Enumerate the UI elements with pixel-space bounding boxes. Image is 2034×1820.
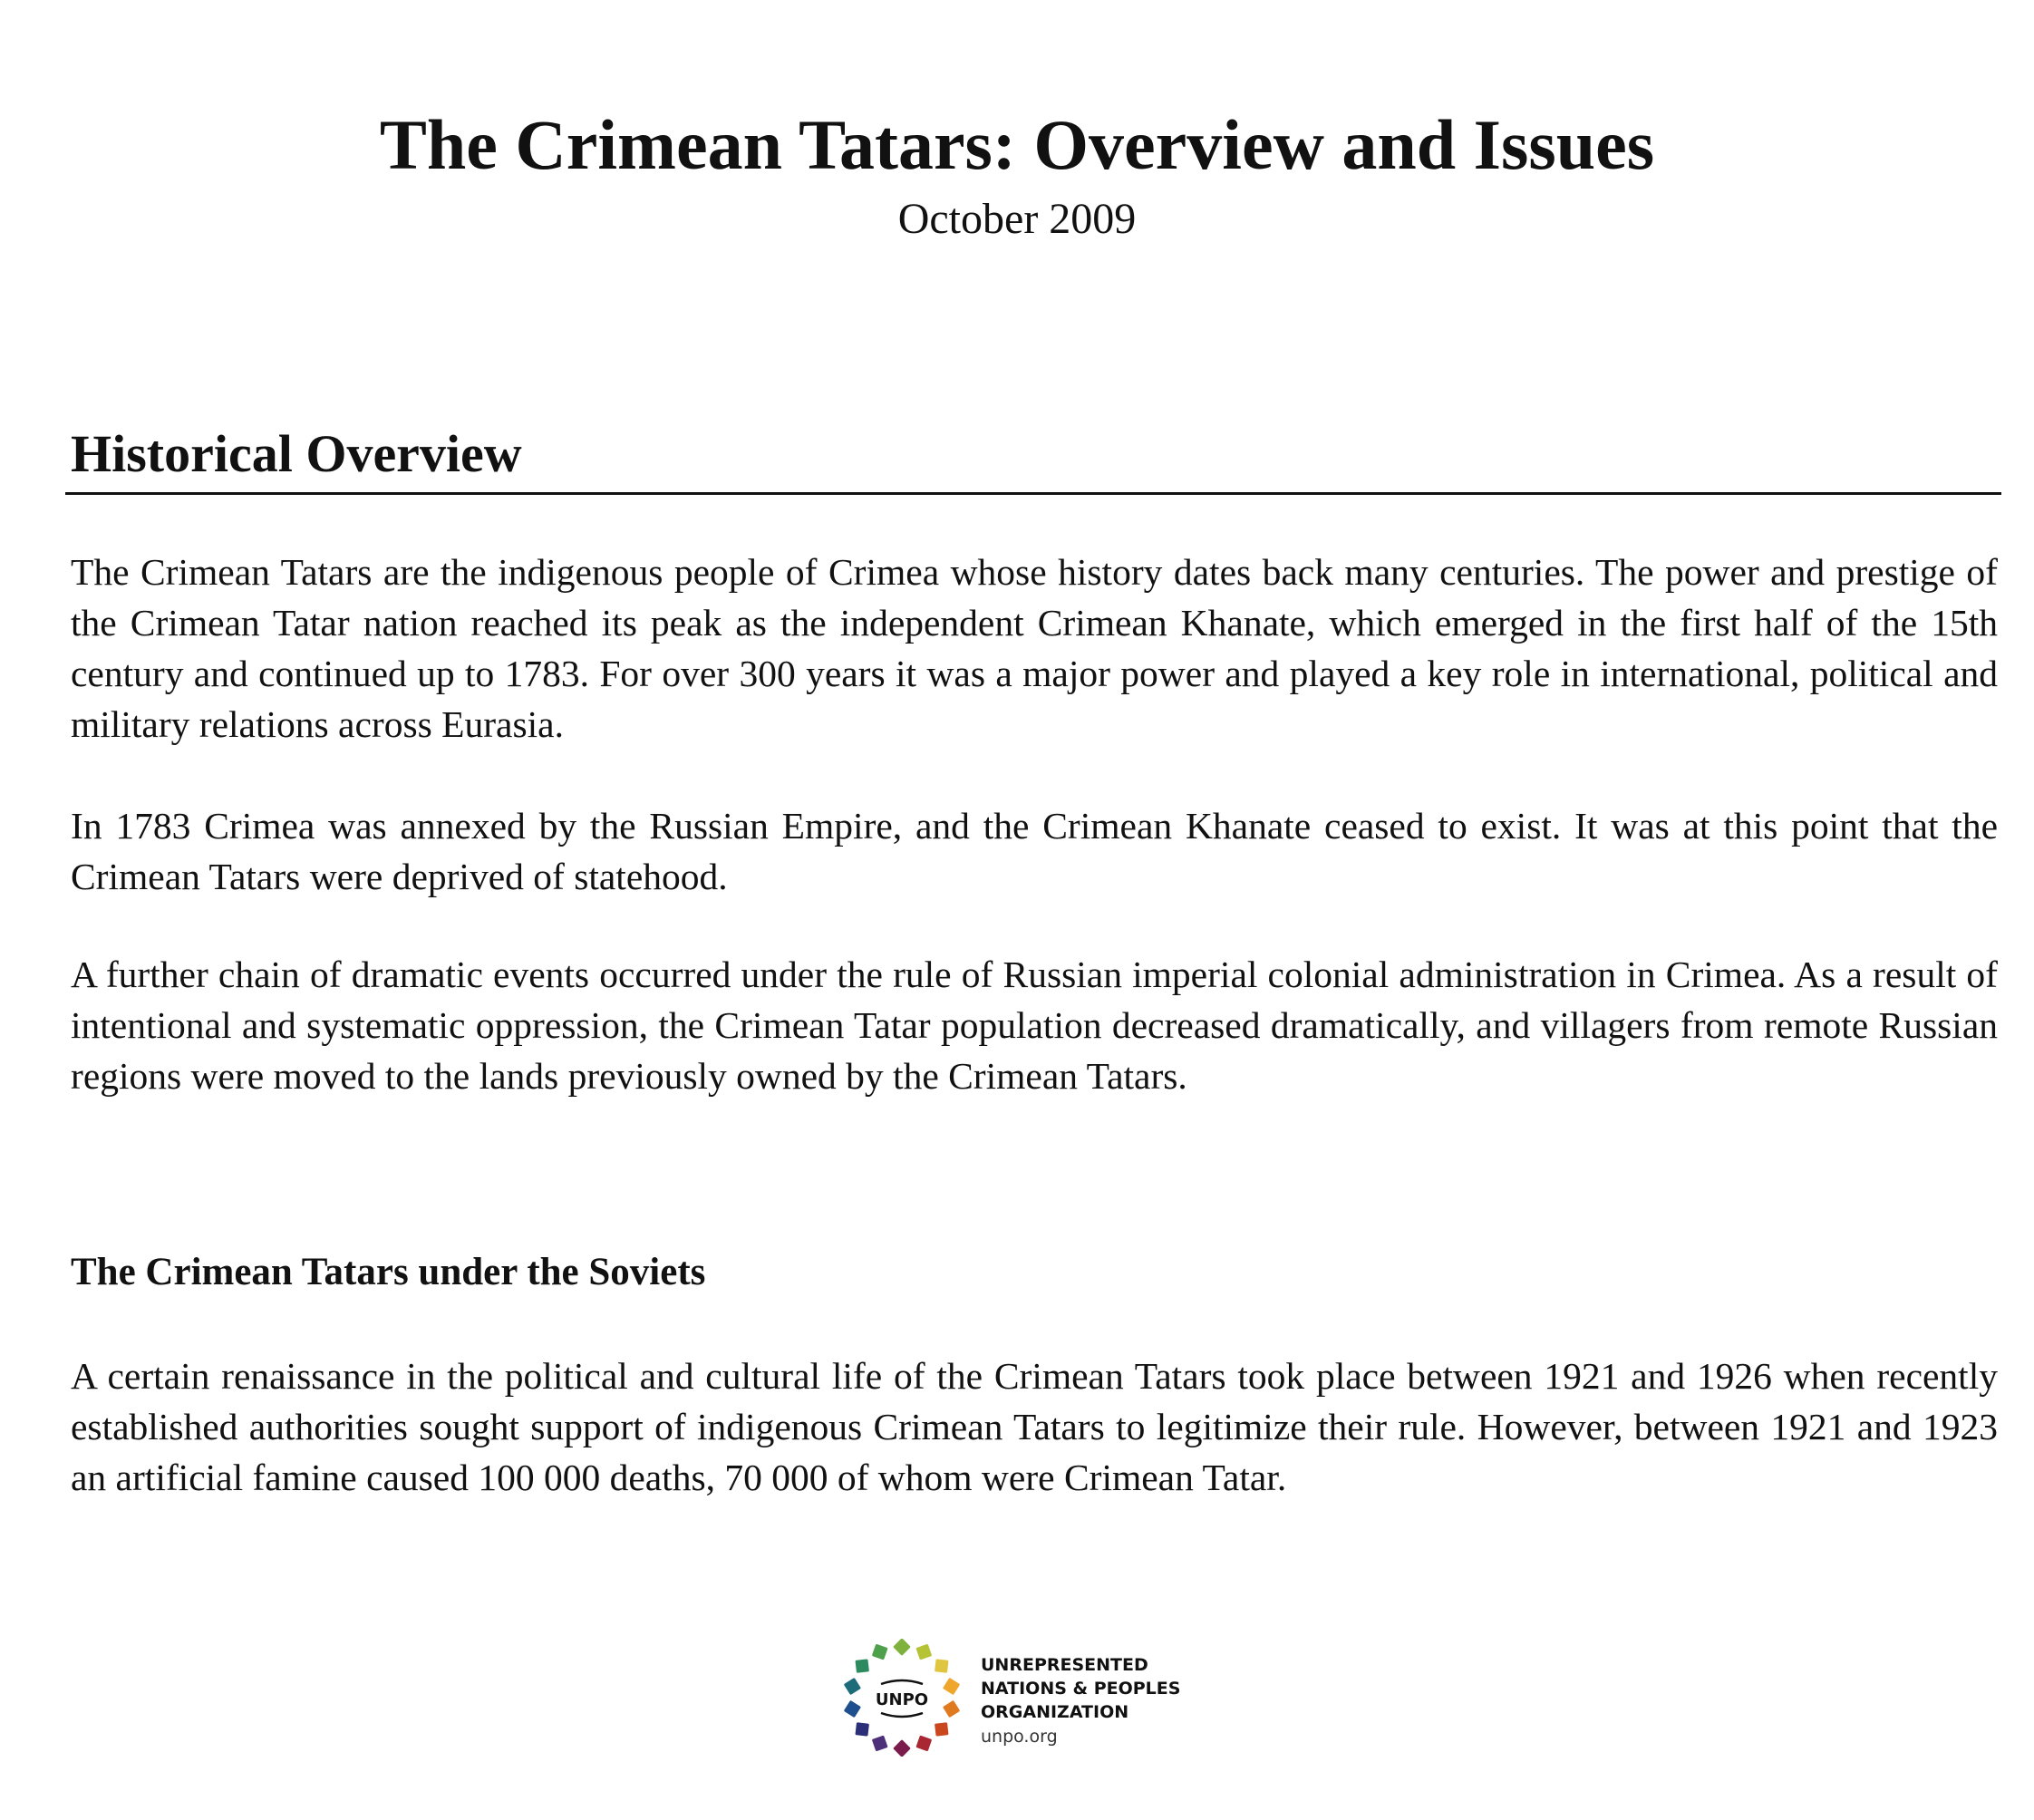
logo-ring-segment	[844, 1678, 861, 1695]
logo-ring-segment	[943, 1700, 960, 1718]
logo-ring-segment	[855, 1722, 868, 1736]
unpo-logo	[843, 1639, 1224, 1766]
logo-ring-segment	[855, 1659, 868, 1672]
org-name-line: NATIONS & PEOPLES	[981, 1679, 1181, 1699]
logo-ring-segment	[935, 1722, 948, 1736]
section-heading: Historical Overview	[71, 424, 522, 483]
logo-ring-segment	[844, 1700, 861, 1718]
org-name-line: UNREPRESENTED	[981, 1655, 1148, 1675]
document-title: The Crimean Tatars: Overview and Issues	[379, 105, 1655, 184]
logo-ring-segment	[915, 1736, 932, 1752]
paragraph: The Crimean Tatars are the indigenous people of Crimea whose history dates back many centuries. The power and prestige of the Crimean Tatar nation reached its peak as the independent Crimean Khanate, which emerged in the first half of the 15th century and continued up to 1783. For over 300 years it was a major power and played a key role in international, political and military relations across Eurasia.	[71, 551, 1998, 745]
logo-ring-segment	[872, 1736, 888, 1752]
paragraph: A further chain of dramatic events occurred under the rule of Russian imperial colonial administration in Crimea. As a result of intentional and systematic oppression, the Crimean Tatar population decreased dramatically, and villagers from remote Russian regions were moved to the lands previously owned by the Crimean Tatars.	[71, 954, 1998, 1097]
org-name-line: ORGANIZATION	[981, 1702, 1129, 1722]
org-name	[981, 1653, 1180, 1724]
logo-ring-segment	[893, 1739, 911, 1757]
document-date: October 2009	[897, 195, 1137, 243]
unpo-logo-mark: UNPO	[875, 1690, 929, 1709]
logo-ring-segment	[915, 1644, 932, 1660]
subsection-heading: The Crimean Tatars under the Soviets	[71, 1251, 706, 1293]
org-url: unpo.org	[981, 1727, 1058, 1747]
logo-ring-segment	[943, 1678, 960, 1695]
section-divider	[65, 492, 2001, 495]
unpo-logo-ring-icon	[843, 1639, 961, 1757]
paragraph: A certain renaissance in the political and cultural life of the Crimean Tatars took place between 1921 and 1926 when recently established authorities sought support of indigenous Crimean Tatars to legitimize their rule. However, between 1921 and 1923 an artificial famine caused 100 000 deaths, 70 000 of whom were Crimean Tatar.	[71, 1355, 1998, 1498]
logo-ring-segment	[872, 1644, 888, 1660]
logo-ring-segment	[893, 1639, 911, 1656]
paragraph: In 1783 Crimea was annexed by the Russian Empire, and the Crimean Khanate ceased to exist. It was at this point that the Crimean Tatars were deprived of statehood.	[71, 805, 1998, 897]
logo-ring-segment	[935, 1659, 948, 1672]
